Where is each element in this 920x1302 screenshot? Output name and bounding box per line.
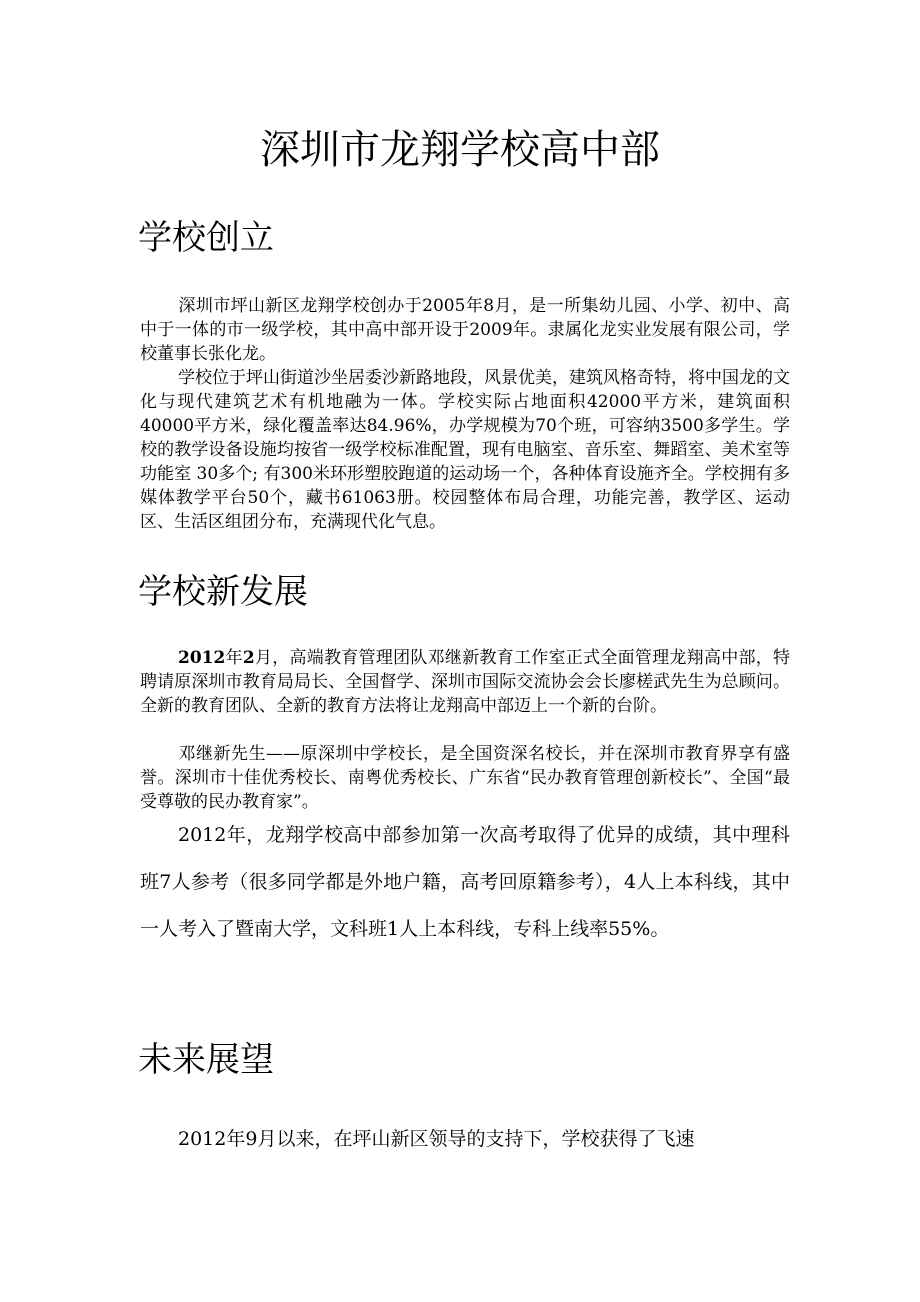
section-heading-founding: 学校创立 (138, 218, 274, 258)
paragraph-outlook-1 (140, 1116, 790, 1163)
paragraph-founding-1 (140, 294, 790, 366)
paragraph-text: 学校位于坪山街道沙坐居委沙新路地段，风景优美，建筑风格奇特，将中国龙的文化与现代建筑艺术有机地融为一体。学校实际占地面积42000平方米，建筑面积 40000平方米，绿化覆盖率达84.96%，办学规模为70个班，可容纳3500多学生。学校的教学设备设施均按省一级学校标准配置，现有电脑室、音乐室、舞蹈室、美术室等功能室 30多个; 有300米环形塑胶跑道的运动场一个，各种体育设施齐全。学校拥有多媒体教学平台50个，藏书61063册。校园整体布局合理，功能完善，教学区、运动区、生活区组团分布，充满现代化气息。 (140, 368, 790, 532)
section-heading-outlook: 未来展望 (138, 1040, 274, 1080)
bold-year: 2012 (178, 648, 226, 668)
paragraph-development-3 (140, 812, 790, 953)
paragraph-founding-2 (140, 366, 790, 534)
paragraph-text: 深圳市坪山新区龙翔学校创办于2005年8月，是一所集幼儿园、小学、初中、高中于一体的市一级学校，其中高中部开设于2009年。隶属化龙实业发展有限公司，学校董事长张化龙。 (140, 296, 790, 364)
paragraph-text: 月，高端教育管理团队邓继新教育工作室正式全面管理龙翔高中部，特聘请原深圳市教育局局长、全国督学、深圳市国际交流协会会长廖槎武先生为总顾问。全新的教育团队、全新的教育方法将让龙翔高中部迈上一个新的台阶。 (140, 648, 791, 716)
section-heading-development: 学校新发展 (138, 572, 308, 612)
paragraph-text: 2012年，龙翔学校高中部参加第一次高考取得了优异的成绩，其中理科班7人参考（很多同学都是外地户籍，高考回原籍参考），4人上本科线，其中一人考入了暨南大学，文科班1人上本科线，专科上线率55%。 (140, 824, 790, 940)
paragraph-development-2 (140, 742, 790, 814)
paragraph-text: 邓继新先生——原深圳中学校长，是全国资深名校长，并在深圳市教育界享有盛誉。深圳市十佳优秀校长、南粤优秀校长、广东省“民办教育管理创新校长”、全国“最受尊敬的民办教育家”。 (140, 744, 790, 812)
paragraph-text: 年 (225, 648, 243, 668)
paragraph-development-1 (140, 646, 790, 718)
paragraph-text: 2012年9月以来，在坪山新区领导的支持下，学校获得了飞速 (178, 1128, 695, 1150)
bold-month: 2 (242, 648, 255, 668)
page-title: 深圳市龙翔学校高中部 (260, 127, 660, 173)
